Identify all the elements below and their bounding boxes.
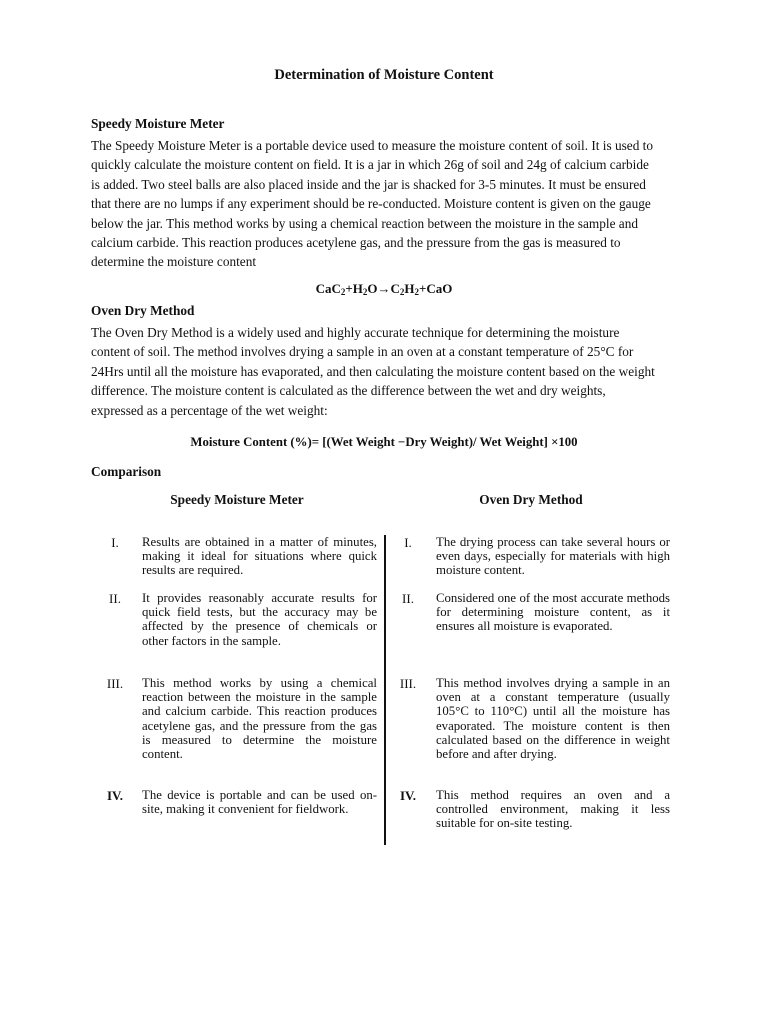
row-number-right: III.: [399, 676, 417, 691]
comparison-cell-speedy: This method works by using a chemical reaction between the moisture in the sample and calcium carbide. This reaction produces acetylene gas, and the pressure from the gas is measured to determine the moisture content.: [142, 676, 377, 762]
speedy-heading: Speedy Moisture Meter: [91, 116, 225, 131]
oven-line: expressed as a percentage of the wet weight:: [91, 402, 328, 418]
comparison-cell-oven: Considered one of the most accurate methods for determining moisture content, as it ensures all moisture is evaporated.: [436, 591, 670, 634]
column-divider: [384, 535, 386, 845]
row-number-left: II.: [109, 591, 121, 606]
comparison-cell-oven: The drying process can take several hours or even days, especially for materials with high moisture content.: [436, 535, 670, 578]
comparison-cell-speedy: The device is portable and can be used on-site, making it convenient for fieldwork.: [142, 788, 377, 817]
comparison-cell-oven: This method involves drying a sample in an oven at a constant temperature (usually 105°C to 110°C) until all the moisture has evaporated. The moisture content is then calculated based on the difference in weight before and after drying.: [436, 676, 670, 762]
row-number-left: III.: [106, 676, 124, 691]
reaction-equation: $CaC_2+H_2O\to C_2H_2+CaO$: [315, 281, 453, 297]
row-number-left: I.: [111, 535, 119, 550]
speedy-line: The Speedy Moisture Meter is a portable device used to measure the moisture content of soil. It is used to: [91, 138, 654, 153]
oven-line: 24Hrs until all the moisture has evaporated, and then calculating the moisture content based on the weight: [91, 363, 655, 379]
comparison-cell-oven: This method requires an oven and a controlled environment, making it less suitable for on-site testing.: [436, 788, 670, 831]
speedy-line: below the jar. This method works by using a chemical reaction between the moisture in the sample and: [91, 215, 638, 231]
page-title: Determination of Moisture Content: [274, 67, 494, 83]
speedy-line: quickly calculate the moisture content on field. It is a jar in which 26g of soil and 24g of calcium carbide: [91, 157, 649, 173]
oven-line: The Oven Dry Method is a widely used and highly accurate technique for determining the moisture: [91, 325, 620, 340]
row-number-left: IV.: [106, 788, 124, 803]
oven-line: content of soil. The method involves drying a sample in an oven at a constant temperature of 25°C for: [91, 344, 634, 360]
comparison-cell-speedy: Results are obtained in a matter of minutes, making it ideal for situations where quick results are required.: [142, 535, 377, 578]
oven-line: difference. The moisture content is calculated as the difference between the wet and dry weights,: [91, 383, 606, 399]
speedy-paragraph: [91, 136, 679, 272]
comparison-cell-speedy: It provides reasonably accurate results for quick field tests, but the accuracy may be affected by the presence of chemicals or other factors in the sample.: [142, 591, 377, 648]
oven-paragraph: [91, 323, 679, 420]
row-number-right: I.: [404, 535, 412, 550]
speedy-line: determine the moisture content: [91, 254, 257, 270]
speedy-line: is added. Two steel balls are also placed inside and the jar is shacked for 3-5 minutes. It must be ensured: [91, 176, 646, 192]
row-number-right: II.: [402, 591, 414, 606]
comparison-heading: Comparison: [91, 464, 162, 479]
speedy-line: calcium carbide. This reaction produces acetylene gas, and the pressure from the gas is measured to: [91, 235, 621, 251]
oven-heading: Oven Dry Method: [91, 303, 195, 318]
row-number-right: IV.: [399, 788, 417, 803]
column-header-speedy: Speedy Moisture Meter: [170, 492, 304, 507]
moisture-formula: Moisture Content (%)= [(Wet Weight −Dry Weight)/ Wet Weight] ×100: [190, 435, 578, 449]
column-header-oven: Oven Dry Method: [479, 492, 583, 507]
speedy-line: that there are no lumps if any experiment should be re-conducted. Moisture content is given on the gauge: [91, 196, 651, 212]
